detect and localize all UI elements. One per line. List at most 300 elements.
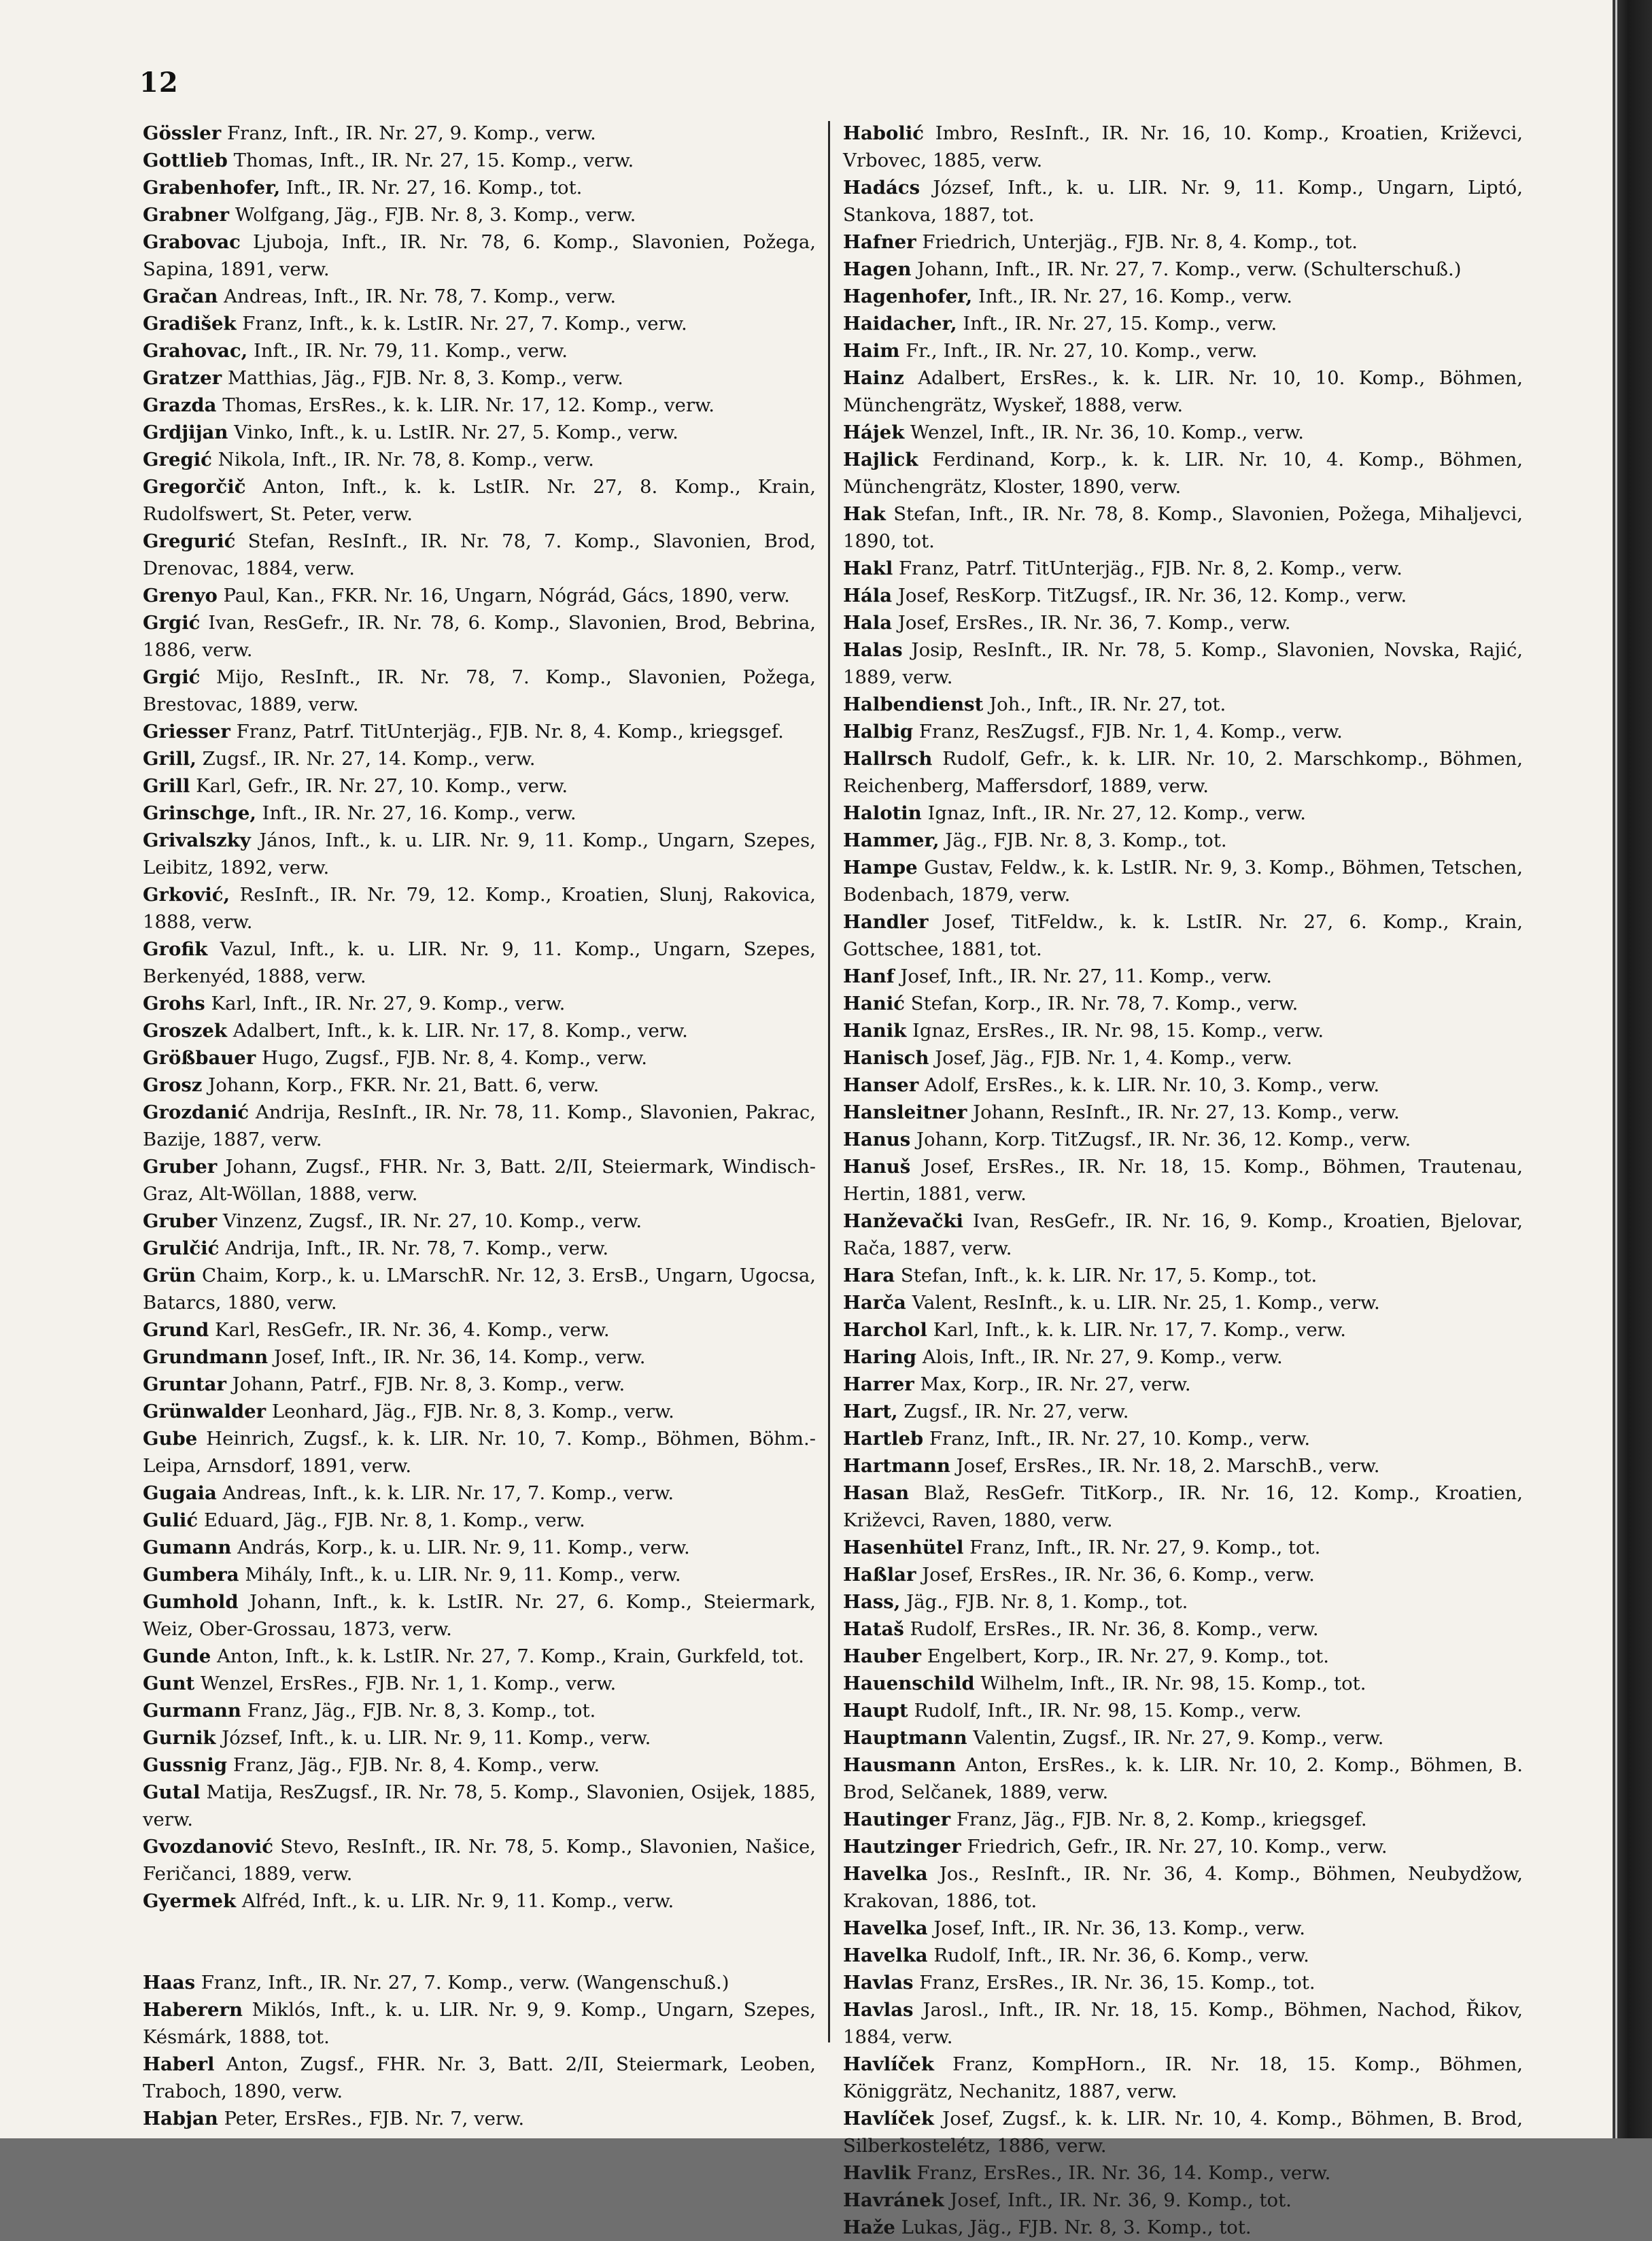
entry-name: Hanić [843,993,905,1014]
list-item [843,1588,1523,1615]
entry-name: Grivalszky [143,829,251,851]
entry-details: Josef, ErsRes., IR. Nr. 18, 15. Komp., Böhmen, Trautenau, Hertin, 1881, verw. [843,1156,1523,1205]
list-item [843,827,1523,854]
entry-details: Mijo, ResInft., IR. Nr. 78, 7. Komp., Slavonien, Požega, Brestovac, 1889, verw. [143,666,816,715]
list-item [143,147,816,174]
list-item [843,1153,1523,1208]
entry-details: Chaim, Korp., k. u. LMarschR. Nr. 12, 3. ErsB., Ungarn, Ugocsa, Batarcs, 1880, verw. [143,1265,816,1314]
entry-name: Harrer [843,1373,914,1395]
entry-details: Mihály, Inft., k. u. LIR. Nr. 9, 11. Komp., verw. [239,1564,681,1586]
entry-name: Hafner [843,231,916,253]
entry-name: Grill, [143,748,196,770]
entry-name: Hadács [843,177,920,199]
list-item [143,1044,816,1072]
entry-name: Gregorčič [143,476,246,498]
entry-name: Hála [843,585,893,606]
entry-details: Andreas, Inft., IR. Nr. 78, 7. Komp., verw. [218,286,617,307]
entry-name: Hanževački [843,1210,963,1232]
list-item [843,1262,1523,1289]
entry-name: Hauptmann [843,1727,967,1749]
entry-details: Andrija, Inft., IR. Nr. 78, 7. Komp., verw. [219,1237,609,1259]
entry-details: Alfréd, Inft., k. u. LIR. Nr. 9, 11. Komp., verw. [236,1890,674,1912]
entry-name: Havelka [843,1945,928,1966]
entry-name: Grulčić [143,1237,220,1259]
entry-name: Hakl [843,558,893,579]
list-item [843,1289,1523,1316]
entry-name: Gössler [143,122,222,144]
entry-details: Rudolf, Gefr., k. k. LIR. Nr. 10, 2. Marschkomp., Böhmen, Reichenberg, Maffersdorf, 1889, verw. [843,748,1523,797]
entry-name: Gregić [143,449,212,471]
list-item [143,1969,816,1996]
entry-name: Grün [143,1265,196,1286]
entry-name: Hanisch [843,1047,929,1069]
list-item [143,1398,816,1425]
entry-name: Hausmann [843,1754,957,1776]
entry-name: Havelka [843,1917,928,1939]
entry-details: Eduard, Jäg., FJB. Nr. 8, 1. Komp., verw. [198,1509,585,1531]
entry-name: Harča [843,1292,906,1314]
entry-name: Gugaia [143,1482,217,1504]
entry-details: Gustav, Feldw., k. k. LstIR. Nr. 9, 3. Komp., Böhmen, Tetschen, Bodenbach, 1879, verw. [843,857,1523,906]
entry-details: Josef, Inft., IR. Nr. 36, 13. Komp., verw. [927,1917,1305,1939]
entry-name: Hataš [843,1618,904,1640]
page-edge-shadow [1613,0,1652,2138]
list-item [143,1643,816,1670]
entry-details: Franz, KompHorn., IR. Nr. 18, 15. Komp., Böhmen, Königgrätz, Nechanitz, 1887, verw. [843,2053,1523,2102]
entry-details: Stefan, ResInft., IR. Nr. 78, 7. Komp., Slavonien, Brod, Drenovac, 1884, verw. [143,530,816,579]
list-item [143,446,816,473]
entry-name: Gratzer [143,367,222,389]
entry-name: Havránek [843,2189,944,2211]
list-item [843,419,1523,446]
entry-details: Franz, Jäg., FJB. Nr. 8, 2. Komp., kriegsgef. [950,1809,1367,1830]
entry-name: Gube [143,1428,198,1450]
entry-name: Gvozdanović [143,1836,273,1858]
list-item [843,1534,1523,1561]
entry-details: Josef, ResKorp. TitZugsf., IR. Nr. 36, 12. Komp., verw. [892,585,1407,606]
left-entry-list [143,120,816,2132]
list-item [843,120,1523,174]
entry-name: Haim [843,340,900,362]
entry-details: Ivan, ResGefr., IR. Nr. 78, 6. Komp., Slavonien, Brod, Bebrina, 1886, verw. [143,612,816,661]
list-item [143,1208,816,1235]
entry-details: Valentin, Zugsf., IR. Nr. 27, 9. Komp., verw. [967,1727,1384,1749]
entry-details: Paul, Kan., FKR. Nr. 16, Ungarn, Nógrád, Gács, 1890, verw. [217,585,790,606]
entry-details: Vinko, Inft., k. u. LstIR. Nr. 27, 5. Komp., verw. [228,422,678,443]
entry-name: Gulić [143,1509,199,1531]
list-item [843,500,1523,555]
entry-details: Wenzel, ErsRes., FJB. Nr. 1, 1. Komp., verw. [194,1673,617,1694]
entry-name: Hajlick [843,449,918,471]
list-item [143,827,816,881]
entry-details: János, Inft., k. u. LIR. Nr. 9, 11. Komp., Ungarn, Szepes, Leibitz, 1892, verw. [143,829,816,878]
entry-name: Grundmann [143,1346,269,1368]
list-item [143,772,816,800]
entry-name: Hasan [843,1482,910,1504]
entry-name: Gumhold [143,1591,239,1613]
list-item [843,609,1523,636]
list-item [143,337,816,364]
entry-details: Zugsf., IR. Nr. 27, 14. Komp., verw. [196,748,536,770]
entry-name: Hautinger [843,1809,951,1830]
entry-name: Hara [843,1265,895,1286]
entry-details: Josef, Inft., IR. Nr. 36, 9. Komp., tot. [944,2189,1292,2211]
list-item [843,854,1523,908]
list-item [843,228,1523,256]
entry-details: Josef, Zugsf., k. k. LIR. Nr. 10, 4. Komp., Böhmen, B. Brod, Silberkostelétz, 1886, verw. [843,2108,1523,2157]
list-item [143,1697,816,1724]
entry-details: Valent, ResInft., k. u. LIR. Nr. 25, 1. Komp., verw. [906,1292,1380,1314]
entry-name: Harchol [843,1319,927,1341]
entry-name: Grenyo [143,585,218,606]
entry-details: Franz, Patrf. TitUnterjäg., FJB. Nr. 8, 4. Komp., kriegsgef. [230,721,784,742]
entry-name: Grabenhofer, [143,177,281,199]
entry-details: Franz, ErsRes., IR. Nr. 36, 15. Komp., tot. [913,1972,1315,1994]
entry-details: Franz, Jäg., FJB. Nr. 8, 4. Komp., verw. [227,1754,600,1776]
entry-details: Friedrich, Unterjäg., FJB. Nr. 8, 4. Komp., tot. [916,231,1358,253]
entry-name: Hanik [843,1020,907,1042]
entry-name: Hala [843,612,893,634]
entry-details: Adalbert, ErsRes., k. k. LIR. Nr. 10, 10. Komp., Böhmen, Münchengrätz, Wyskeř, 1888, verw. [843,367,1523,416]
entry-details: Johann, Inft., k. k. LstIR. Nr. 27, 6. Komp., Steiermark, Weiz, Ober-Grossau, 1873, verw. [143,1591,816,1640]
list-item [143,1534,816,1561]
entry-details: Anton, Inft., k. k. LstIR. Nr. 27, 8. Komp., Krain, Rudolfswert, St. Peter, verw. [143,476,816,525]
entry-name: Grković, [143,884,230,906]
list-item [143,1262,816,1316]
entry-name: Halbendienst [843,694,984,715]
entry-name: Hanf [843,965,895,987]
entry-details: Ignaz, ErsRes., IR. Nr. 98, 15. Komp., verw. [906,1020,1324,1042]
list-item [843,1860,1523,1915]
entry-name: Grahovac, [143,340,248,362]
list-item [143,1588,816,1643]
entry-name: Halbig [843,721,914,742]
entry-details: Max, Korp., IR. Nr. 27, verw. [914,1373,1191,1395]
entry-details: Johann, Patrf., FJB. Nr. 8, 3. Komp., verw. [226,1373,625,1395]
entry-name: Halas [843,639,903,661]
entry-name: Hansleitner [843,1101,967,1123]
list-item [843,174,1523,228]
entry-details: Franz, Inft., k. k. LstIR. Nr. 27, 7. Komp., verw. [236,313,687,335]
entry-details: Fr., Inft., IR. Nr. 27, 10. Komp., verw. [899,340,1258,362]
entry-details: Wenzel, Inft., IR. Nr. 36, 10. Komp., verw. [904,422,1305,443]
entry-name: Hampe [843,857,918,878]
list-item [143,419,816,446]
list-item [143,1235,816,1262]
list-item [843,990,1523,1017]
entry-details: András, Korp., k. u. LIR. Nr. 9, 11. Komp., verw. [231,1537,690,1558]
entry-name: Grofik [143,938,208,960]
entry-name: Gurnik [143,1727,216,1749]
entry-name: Haberern [143,1999,243,2021]
entry-name: Havlíček [843,2053,934,2075]
entry-name: Hautzinger [843,1836,961,1858]
entry-details: Karl, Inft., k. k. LIR. Nr. 17, 7. Komp., verw. [927,1319,1346,1341]
entry-name: Hak [843,503,886,525]
entry-name: Hanuš [843,1156,911,1178]
entry-name: Gruber [143,1156,218,1178]
entry-details: Peter, ErsRes., FJB. Nr. 7, verw. [218,2108,525,2129]
list-item [843,1806,1523,1833]
entry-name: Gradišek [143,313,237,335]
entry-details: Thomas, ErsRes., k. k. LIR. Nr. 17, 12. Komp., verw. [216,394,715,416]
entry-details: Josip, ResInft., IR. Nr. 78, 5. Komp., Slavonien, Novska, Rajić, 1889, verw. [843,639,1523,688]
list-item [143,310,816,337]
list-item [843,2159,1523,2187]
entry-details: Franz, Patrf. TitUnterjäg., FJB. Nr. 8, 2. Komp., verw. [893,558,1403,579]
entry-details: Zugsf., IR. Nr. 27, verw. [897,1401,1129,1422]
entry-name: Gumbera [143,1564,239,1586]
entry-details: Jarosl., Inft., IR. Nr. 18, 15. Komp., Böhmen, Nachod, Řikov, 1884, verw. [843,1999,1523,2048]
entry-details: Alois, Inft., IR. Nr. 27, 9. Komp., verw. [916,1346,1283,1368]
entry-details: Heinrich, Zugsf., k. k. LIR. Nr. 10, 7. Komp., Böhmen, Böhm.-Leipa, Arnsdorf, 1891, verw. [143,1428,816,1477]
entry-name: Haidacher, [843,313,957,335]
entry-details: Andreas, Inft., k. k. LIR. Nr. 17, 7. Komp., verw. [216,1482,674,1504]
entry-details: Josef, Jäg., FJB. Nr. 1, 4. Komp., verw. [929,1047,1292,1069]
entry-name: Grdjijan [143,422,228,443]
entry-name: Habolić [843,122,925,144]
list-item [843,310,1523,337]
entry-details: Anton, ErsRes., k. k. LIR. Nr. 10, 2. Komp., Böhmen, B. Brod, Selčanek, 1889, verw. [843,1754,1523,1803]
entry-details: Thomas, Inft., IR. Nr. 27, 15. Komp., verw. [227,150,634,171]
entry-details: Lukas, Jäg., FJB. Nr. 8, 3. Komp., tot. [895,2217,1252,2238]
entry-name: Hart, [843,1401,898,1422]
entry-details: Stefan, Korp., IR. Nr. 78, 7. Komp., verw. [905,993,1298,1014]
list-item [143,1017,816,1044]
entry-details: Stefan, Inft., k. k. LIR. Nr. 17, 5. Komp., tot. [895,1265,1318,1286]
entry-name: Havlíček [843,2108,934,2129]
list-item [143,201,816,228]
entry-details: Inft., IR. Nr. 27, 15. Komp., verw. [957,313,1277,335]
list-item [143,1724,816,1751]
entry-name: Gottlieb [143,150,228,171]
entry-details: Inft., IR. Nr. 27, 16. Komp., tot. [280,177,583,199]
entry-details: Ignaz, Inft., IR. Nr. 27, 12. Komp., verw. [921,802,1306,824]
entry-details: Karl, Gefr., IR. Nr. 27, 10. Komp., verw. [190,775,568,797]
list-item [143,745,816,772]
list-item [843,1915,1523,1942]
list-item [143,2051,816,2105]
entry-details: Franz, Inft., IR. Nr. 27, 10. Komp., verw. [923,1428,1311,1450]
entry-details: József, Inft., k. u. LIR. Nr. 9, 11. Komp., verw. [216,1727,651,1749]
list-item [843,1425,1523,1452]
list-item [843,1344,1523,1371]
list-item [143,1670,816,1697]
entry-details: Jos., ResInft., IR. Nr. 36, 4. Komp., Böhmen, Neubydžow, Krakovan, 1886, tot. [843,1863,1523,1912]
entry-name: Gračan [143,286,218,307]
list-item [143,1996,816,2051]
entry-details: Franz, ErsRes., IR. Nr. 36, 14. Komp., verw. [910,2162,1331,2184]
entry-name: Habjan [143,2108,218,2129]
list-item [143,364,816,392]
entry-details: Karl, ResGefr., IR. Nr. 36, 4. Komp., verw. [209,1319,610,1341]
right-entry-list [843,120,1523,2241]
entry-details: Blaž, ResGefr. TitKorp., IR. Nr. 16, 12. Komp., Kroatien, Križevci, Raven, 1880, verw. [843,1482,1523,1531]
list-item [843,1969,1523,1996]
list-item [143,1833,816,1887]
entry-name: Hallrsch [843,748,933,770]
list-item [143,283,816,310]
entry-name: Gruntar [143,1373,226,1395]
entry-details: Franz, Inft., IR. Nr. 27, 9. Komp., verw. [221,122,596,144]
entry-name: Grill [143,775,190,797]
entry-name: Grazda [143,394,217,416]
list-item [843,691,1523,718]
list-item [143,1371,816,1398]
entry-name: Grozdanić [143,1101,249,1123]
list-item [843,1398,1523,1425]
list-item [843,2105,1523,2159]
entry-details: Franz, Inft., IR. Nr. 27, 9. Komp., tot. [963,1537,1321,1558]
entry-details: Vinzenz, Zugsf., IR. Nr. 27, 10. Komp., verw. [217,1210,642,1232]
list-item [843,963,1523,990]
list-item [843,1371,1523,1398]
entry-details: Franz, ResZugsf., FJB. Nr. 1, 4. Komp., verw. [913,721,1343,742]
page-edge-line [1615,0,1617,2138]
entry-details: Karl, Inft., IR. Nr. 27, 9. Komp., verw. [205,993,566,1014]
entry-name: Haas [143,1972,196,1994]
entry-details: Josef, Inft., IR. Nr. 27, 11. Komp., verw. [894,965,1272,987]
entry-details: Stefan, Inft., IR. Nr. 78, 8. Komp., Slavonien, Požega, Mihaljevci, 1890, tot. [843,503,1523,552]
entry-name: Gruber [143,1210,218,1232]
list-item [843,908,1523,963]
list-item [143,1425,816,1479]
list-item [143,1751,816,1779]
list-item [143,473,816,528]
list-item [143,1316,816,1344]
list-item [143,664,816,718]
list-item [843,364,1523,419]
entry-name: Halotin [843,802,922,824]
entry-details: Hugo, Zugsf., FJB. Nr. 8, 4. Komp., verw. [256,1047,647,1069]
entry-details: Johann, Korp., FKR. Nr. 21, Batt. 6, verw. [202,1074,600,1096]
list-item [843,1452,1523,1479]
list-item [143,528,816,582]
entry-details: Josef, ErsRes., IR. Nr. 36, 6. Komp., verw. [916,1564,1315,1586]
entry-name: Hasenhütel [843,1537,964,1558]
list-item [843,718,1523,745]
entry-name: Gyermek [143,1890,237,1912]
list-item [843,2214,1523,2241]
entry-details: Joh., Inft., IR. Nr. 27, tot. [983,694,1226,715]
entry-name: Handler [843,911,929,933]
list-item [143,881,816,936]
entry-name: Gurmann [143,1700,241,1722]
entry-name: Hagen [843,258,912,280]
list-item [143,800,816,827]
entry-name: Hájek [843,422,905,443]
entry-name: Haže [843,2217,895,2238]
list-item [843,1208,1523,1262]
list-item [843,1099,1523,1126]
entry-details: Vazul, Inft., k. u. LIR. Nr. 9, 11. Komp., Ungarn, Szepes, Berkenyéd, 1888, verw. [143,938,816,987]
entry-details: Rudolf, ErsRes., IR. Nr. 36, 8. Komp., verw. [904,1618,1319,1640]
list-item [143,1779,816,1833]
entry-name: Grabovac [143,231,241,253]
entry-name: Havlik [843,2162,911,2184]
entry-details: Matthias, Jäg., FJB. Nr. 8, 3. Komp., verw. [222,367,623,389]
list-item [843,2187,1523,2214]
entry-name: Haßlar [843,1564,916,1586]
entry-details: Engelbert, Korp., IR. Nr. 27, 9. Komp., tot. [921,1645,1329,1667]
list-item [143,392,816,419]
entry-details: Adalbert, Inft., k. k. LIR. Nr. 17, 8. Komp., verw. [226,1020,688,1042]
entry-details: Jäg., FJB. Nr. 8, 3. Komp., tot. [939,829,1227,851]
entry-details: Matija, ResZugsf., IR. Nr. 78, 5. Komp., Slavonien, Osijek, 1885, verw. [143,1781,816,1830]
list-item [143,1344,816,1371]
entry-details: Jäg., FJB. Nr. 8, 1. Komp., tot. [900,1591,1188,1613]
right-column [843,120,1523,2241]
entry-details: Adolf, ErsRes., k. k. LIR. Nr. 10, 3. Komp., verw. [918,1074,1380,1096]
entry-details: Anton, Zugsf., FHR. Nr. 3, Batt. 2/II, Steiermark, Leoben, Traboch, 1890, verw. [143,2053,816,2102]
entry-name: Grgić [143,612,201,634]
entry-name: Größbauer [143,1047,256,1069]
page-number: 12 [139,67,179,99]
entry-details: Johann, Korp. TitZugsf., IR. Nr. 36, 12. Komp., verw. [910,1129,1411,1150]
entry-name: Haring [843,1346,916,1368]
list-item [143,936,816,990]
entry-details: Josef, Inft., IR. Nr. 36, 14. Komp., verw. [268,1346,646,1368]
list-item [843,636,1523,691]
entry-details: Nikola, Inft., IR. Nr. 78, 8. Komp., verw. [211,449,594,471]
list-item [843,256,1523,283]
list-item [843,1072,1523,1099]
entry-details: József, Inft., k. u. LIR. Nr. 9, 11. Komp., Ungarn, Liptó, Stankova, 1887, tot. [843,177,1523,226]
entry-name: Groszek [143,1020,227,1042]
entry-details: Imbro, ResInft., IR. Nr. 16, 10. Komp., Kroatien, Križevci, Vrbovec, 1885, verw. [843,122,1523,171]
list-item [843,1017,1523,1044]
entry-name: Grund [143,1319,209,1341]
entry-name: Gumann [143,1537,232,1558]
list-item [143,990,816,1017]
list-item [843,1479,1523,1534]
entry-details: Leonhard, Jäg., FJB. Nr. 8, 3. Komp., verw. [266,1401,674,1422]
list-item [843,1316,1523,1344]
entry-name: Gregurić [143,530,236,552]
list-item [143,228,816,283]
entry-details: Josef, ErsRes., IR. Nr. 36, 7. Komp., verw. [892,612,1291,634]
list-item [843,1670,1523,1697]
list-item [143,609,816,664]
list-item [143,1887,816,1915]
list-item [843,1724,1523,1751]
list-item [843,745,1523,800]
list-item [143,582,816,609]
entry-name: Gutal [143,1781,201,1803]
list-item [843,1996,1523,2051]
entry-name: Grohs [143,993,205,1014]
entry-name: Havlas [843,1999,914,2021]
list-item [843,1044,1523,1072]
list-item [843,1751,1523,1806]
entry-name: Gunde [143,1645,211,1667]
entry-details: Ivan, ResGefr., IR. Nr. 16, 9. Komp., Kroatien, Bjelovar, Rača, 1887, verw. [843,1210,1523,1259]
list-item [143,1072,816,1099]
entry-details: Johann, Inft., IR. Nr. 27, 7. Komp., verw. (Schulterschuß.) [911,258,1462,280]
list-item [843,1942,1523,1969]
list-item [843,1833,1523,1860]
entry-name: Grgić [143,666,201,688]
entry-name: Hauber [843,1645,922,1667]
entry-details: Rudolf, Inft., IR. Nr. 98, 15. Komp., verw. [908,1700,1302,1722]
entry-name: Hagenhofer, [843,286,973,307]
entry-name: Haupt [843,1700,908,1722]
list-item [843,800,1523,827]
entry-details: Josef, TitFeldw., k. k. LstIR. Nr. 27, 6. Komp., Krain, Gottschee, 1881, tot. [843,911,1523,960]
list-item [843,1126,1523,1153]
entry-name: Hartmann [843,1455,950,1477]
list-item [843,1615,1523,1643]
